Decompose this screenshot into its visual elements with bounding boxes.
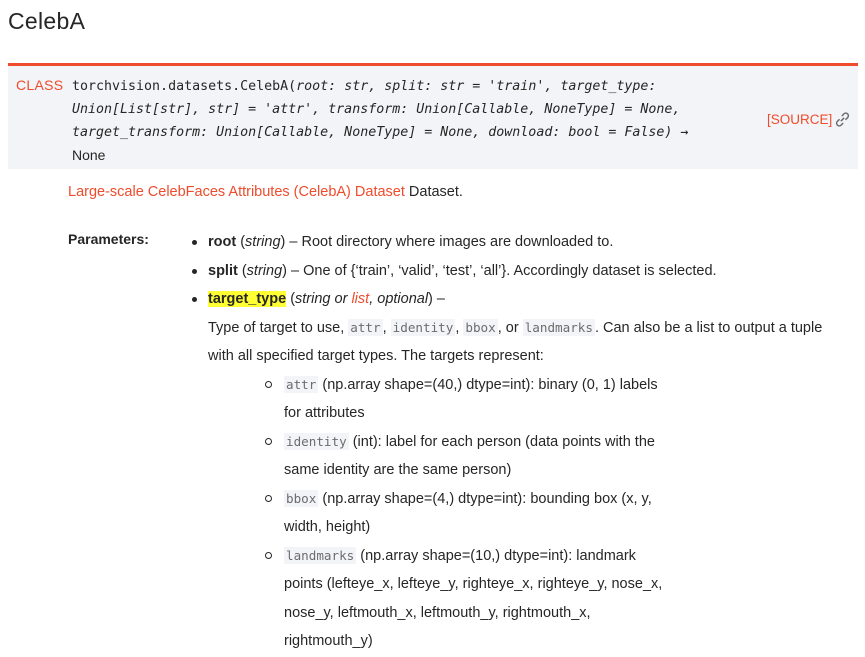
parameters-list — [190, 228, 835, 656]
target-desc: (np.array shape=(40,) dtype=int): binary (0, 1) labels for attributes — [284, 376, 658, 421]
parameters-heading: Parameters: — [68, 231, 149, 247]
target-desc: (np.array shape=(10,) dtype=int): landmark points (lefteye_x, lefteye_y, righteye_x, righteye_y, nose_x, nose_y, leftmouth_x, leftmouth_y, rightmouth_x, rightmouth_y) — [284, 547, 663, 649]
param-name-highlighted: target_type — [208, 291, 287, 307]
param-type: string — [295, 291, 331, 307]
separator: , or — [497, 319, 523, 336]
list-item — [266, 485, 666, 542]
signature-args-2: Union[List[str], str] = 'attr', transform: Union[Callable, NoneType] = None, — [72, 102, 681, 117]
type-separator: or — [330, 291, 352, 307]
param-type: string — [245, 234, 281, 250]
param-desc-continued: . Can also be a list to output a tuple with all specified target types. The targets represent: — [208, 319, 823, 364]
param-name: root — [208, 234, 237, 250]
code-identity: identity — [392, 319, 454, 335]
class-signature — [8, 63, 858, 169]
separator: , — [382, 319, 391, 336]
param-name: split — [208, 262, 238, 279]
class-description — [68, 184, 463, 200]
link-icon[interactable] — [834, 111, 851, 133]
description-rest: Dataset. — [404, 184, 463, 200]
param-dash: – — [432, 291, 445, 307]
code-bbox: bbox — [465, 319, 496, 335]
target-code: identity — [286, 433, 347, 449]
class-keyword: CLASS — [16, 77, 64, 93]
return-type: None — [72, 147, 106, 163]
code-landmarks: landmarks — [524, 319, 593, 335]
list-item — [266, 371, 666, 428]
code-attr: attr — [350, 319, 381, 335]
param-desc: – One of {‘train’, ‘valid’, ‘test’, ‘all’}. Accordingly dataset is selected. — [286, 262, 717, 279]
signature-args-1: root: str, split: str = 'train', target_type: — [296, 79, 657, 94]
separator: , — [455, 319, 464, 336]
param-optional: optional — [377, 291, 429, 307]
target-code: bbox — [286, 490, 317, 506]
target-desc: (np.array shape=(4,) dtype=int): bounding box (x, y, width, height) — [284, 490, 652, 535]
target-code: landmarks — [286, 547, 355, 563]
param-type: string — [246, 262, 283, 279]
target-types-list — [266, 371, 666, 656]
page-title: CelebA — [8, 8, 86, 34]
class-name: torchvision.datasets.CelebA( — [72, 79, 297, 94]
param-desc: Type of target to use, — [208, 319, 349, 336]
list-item — [266, 428, 666, 485]
list-item — [266, 542, 666, 656]
param-desc: – Root directory where images are downloaded to. — [285, 234, 614, 250]
source-link[interactable]: [SOURCE] — [767, 112, 833, 127]
target-desc: (int): label for each person (data points with the same identity are the same person) — [284, 433, 655, 478]
celeba-dataset-link[interactable]: Large-scale CelebFaces Attributes (CelebA) Dataset — [68, 184, 405, 200]
target-code: attr — [286, 376, 317, 392]
signature-text — [72, 75, 752, 168]
list-type-link[interactable]: list — [351, 291, 370, 307]
param-split: split (string) – One of {‘train’, ‘valid’, ‘test’, ‘all’}. Accordingly dataset is selected. — [190, 257, 835, 286]
return-arrow: → — [680, 125, 689, 140]
param-target-type: target_type (string or list, optional) – Type of target to use, attr , identity , bbox , or landmarks . Can also be a list to output a tuple with all specified target types. The targets represent: attr (np.array shape=(40,) dtype=int): binary (0, 1) labels for attributes identity (int): label for each person (data points with the same identity are the same person) bbox (np.array shape=(4,) dtype=int): bounding box (x, y, width, height) landmarks (np.array shape=(10,) dtype=int): landmark points (lefteye_x, lefteye_y, righteye_x, righteye_y, nose_x, nose_y, leftmouth_x, leftmouth_y, rightmouth_x, rightmouth_y) — [190, 285, 835, 656]
signature-args-3: target_transform: Union[Callable, NoneType] = None, download: bool = False) — [72, 125, 673, 140]
param-root: root (string) – Root directory where images are downloaded to. — [190, 228, 835, 257]
